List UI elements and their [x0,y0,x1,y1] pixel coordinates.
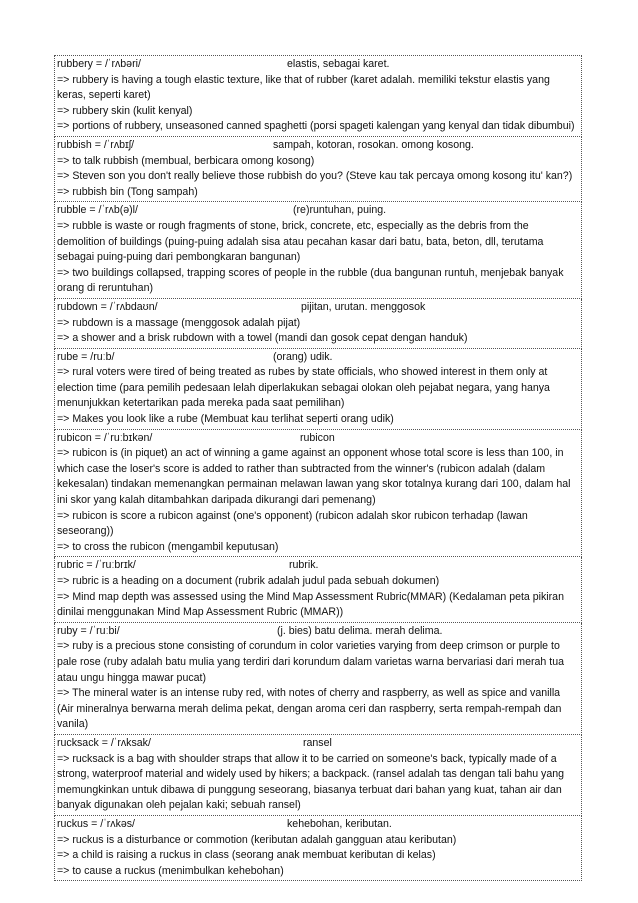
headword: rubbery = /ˈrʌbəri/ [57,58,141,70]
example-line: => rubbery skin (kulit kenyal) [57,104,193,117]
entry-rubbish [54,137,582,202]
dictionary-page [54,55,582,881]
entry-rube [54,349,582,430]
entry-rucksack [54,735,582,816]
meaning: (re)runtuhan, puing. [293,204,387,217]
headword: ruby = /ˈruːbi/ [57,624,120,637]
example-line: => to cause a ruckus (menimbulkan kehebohan) [57,864,284,877]
example-line: => The mineral water is an intense ruby red, with notes of cherry and raspberry, as well as spice and vanilla (Air mineralnya berwarna merah delima pekat, dengan aroma ceri dan raspberry, serta rempah-rempah dan vanila) [57,687,562,731]
definition-line: => rubble is waste or rough fragments of stone, brick, concrete, etc, especially as the debris from the demolition of buildings (puing-puing adalah sisa atau pecahan kasar dari batu, bata, beton, dll, terutama sebagai puing-puing dari pembongkaran bangunan) [57,219,544,264]
headword: rubdown = /ˈrʌbdaʊn/ [57,300,158,313]
definition-line: => rubric is a heading on a document (rubrik adalah judul pada sebuah dokumen) [57,575,440,587]
meaning: (orang) udik. [273,350,333,363]
definition-line: => rural voters were tired of being treated as rubes by state officials, who showed interest in them only at election time (para pemilih pedesaan lelah diperlakukan sebagai olokan oleh pejabat negara, yang hanya menunjukkan ketertarikan pada mereka pada saat pemilihan) [57,366,550,410]
meaning: (j. bies) batu delima. merah delima. [277,624,443,637]
headword: ruckus = /ˈrʌkəs/ [57,817,135,830]
headword: rubble = /ˈrʌb(ə)l/ [57,204,138,217]
entry-headline [57,138,579,154]
definition-line: => rubicon is (in piquet) an act of winning a game against an opponent whose total score is less than 100, in which case the loser's score is added to rather than subtracted from the winner's (rubicon adalah (dalam kekesalan) tindakan memenangkan permainan melawan lawan yang skor totalnya kurang dari 100, dalam hal ini skor yang kalah ditambahkan daripada dikurangi dari pemenang) [57,447,571,507]
entry-ruckus [54,816,582,881]
example-line: => a child is raising a ruckus in class (seorang anak membuat keributan di kelas) [57,849,436,862]
entry-headline [57,736,579,752]
entry-rubbery [54,56,582,137]
meaning: pijitan, urutan. menggosok [301,300,426,313]
headword: rubicon = /ˈruːbɪkən/ [57,431,153,444]
meaning: sampah, kotoran, rosokan. omong kosong. [273,138,474,151]
meaning: kehebohan, keributan. [287,817,392,830]
example-line: => rubicon is score a rubicon against (one's opponent) (rubicon adalah skor rubicon terhadap (lawan seseorang)) [57,509,528,538]
meaning: rubicon [300,431,335,444]
headword: rubbish = /ˈrʌbɪʃ/ [57,138,135,151]
entry-headline [57,817,579,833]
meaning: elastis, sebagai karet. [287,58,390,70]
definition-line: => ruby is a precious stone consisting of corundum in color varieties varying from deep crimson or purple to pale rose (ruby adalah batu mulia yang terdiri dari korundum dalam varietas warna bervariasi dari merah tua atau ungu hingga mawar pucat) [57,640,564,684]
example-line: => two buildings collapsed, trapping scores of people in the rubble (dua bangunan runtuh, menjebak banyak orang di reruntuhan) [57,266,564,295]
example-line: => to cross the rubicon (mengambil keputusan) [57,540,279,553]
example-line: => Makes you look like a rube (Membuat kau terlihat seperti orang udik) [57,413,394,426]
example-line: => a shower and a brisk rubdown with a towel (mandi dan gosok cepat dengan handuk) [57,332,468,345]
meaning: rubrik. [289,559,319,572]
entry-headline [57,431,579,447]
meaning: ransel [303,736,332,749]
entry-rubble [54,202,582,299]
example-line: => rubbish bin (Tong sampah) [57,185,198,198]
entry-headline [57,300,579,316]
definition-line: => to talk rubbish (membual, berbicara omong kosong) [57,154,315,167]
example-line: => Steven son you don't really believe those rubbish do you? (Steve kau tak percaya omong kosong itu' kan?) [57,170,573,183]
headword: rucksack = /ˈrʌksak/ [57,736,151,749]
example-line: => Mind map depth was assessed using the Mind Map Assessment Rubric(MMAR) (Kedalaman peta pikiran dinilai menggunakan Mind Map Assessment Rubric (MMAR)) [57,590,564,619]
headword: rubric = /ˈruːbrɪk/ [57,559,136,572]
definition-line: => rucksack is a bag with shoulder straps that allow it to be carried on someone's back, typically made of a strong, waterproof material and widely used by hikers; a backpack. (ransel adalah tas dengan tali bahu yang memungkinkan untuk dibawa di punggung seseorang, biasanya terbuat dari bahan yang kuat, tahan air dan banyak digunakan oleh pejalan kaki; sebuah ransel) [57,752,565,812]
entry-rubdown [54,299,582,349]
entry-ruby [54,623,582,735]
definition-line: => rubbery is having a tough elastic texture, like that of rubber (karet adalah. memiliki tekstur elastis yang keras, seperti karet) [57,73,550,102]
definition-line: => rubdown is a massage (menggosok adalah pijat) [57,316,301,329]
entry-rubicon [54,430,582,558]
entry-headline [57,57,579,73]
entry-headline [57,203,579,219]
example-line: => portions of rubbery, unseasoned canned spaghetti (porsi spageti kalengan yang kenyal dan tidak dibumbui) [57,120,575,133]
entry-rubric [54,557,582,622]
headword: rube = /ruːb/ [57,350,115,363]
entry-headline [57,558,579,574]
definition-line: => ruckus is a disturbance or commotion (keributan adalah gangguan atau keributan) [57,833,457,846]
entry-headline [57,350,579,366]
entry-headline [57,624,579,640]
